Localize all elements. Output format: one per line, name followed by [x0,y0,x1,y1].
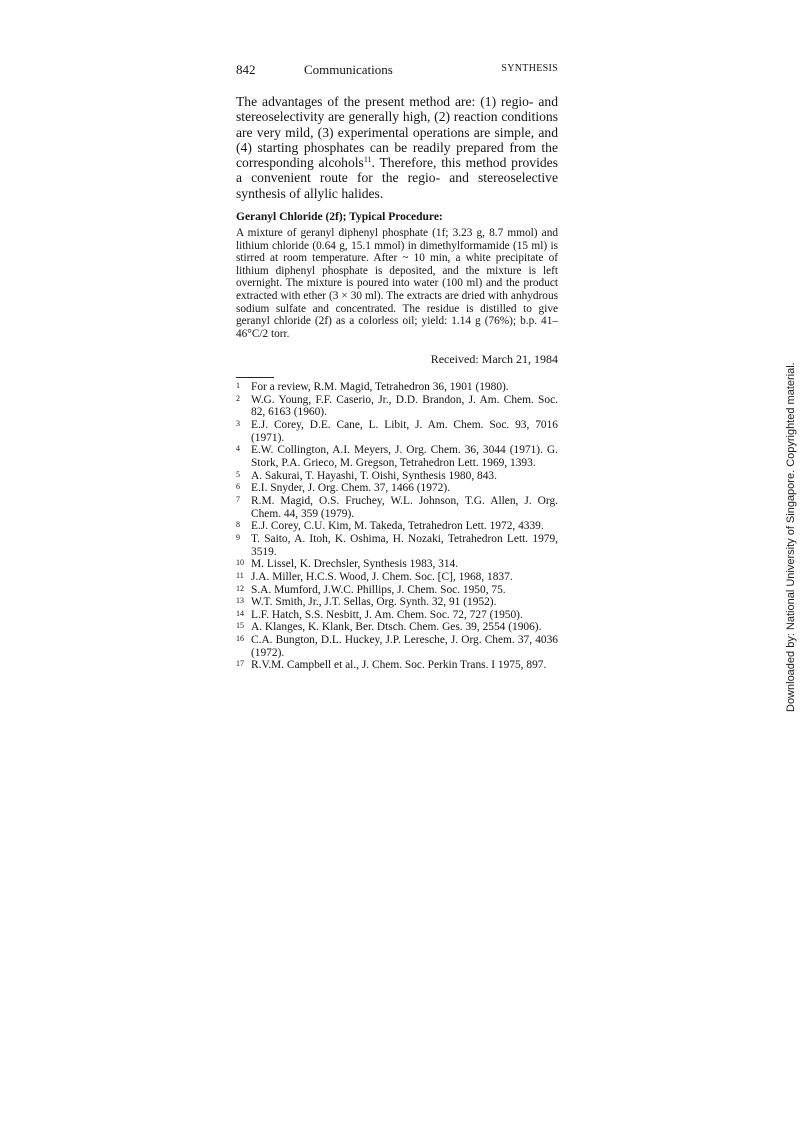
reference-number: 13 [236,596,244,606]
journal-name: SYNTHESIS [501,63,558,74]
reference-number: 4 [236,444,240,454]
reference-text: For a review, R.M. Magid, Tetrahedron 36, 1901 (1980). [251,381,509,393]
reference-item [236,444,558,469]
intro-text: The advantages of the present method are: (1) regio- and stereoselectivity are generally high, (2) reaction conditions are very mild, (3) experimental operations are simple, and (4) starting phosphates can be readily prepared from the corresponding alcohols [236,94,558,171]
procedure-heading: Geranyl Chloride (2f); Typical Procedure: [236,211,443,223]
reference-item [236,533,558,558]
reference-text: C.A. Bungton, D.L. Huckey, J.P. Leresche, J. Org. Chem. 37, 4036 (1972). [251,634,558,659]
reference-number: 1 [236,381,240,390]
reference-item [236,558,558,571]
page-number: 842 [236,62,256,77]
reference-number: 8 [236,520,240,530]
reference-text: R.M. Magid, O.S. Fruchey, W.L. Johnson, T.G. Allen, J. Org. Chem. 44, 359 (1979). [251,494,558,520]
reference-number: 10 [236,558,244,568]
reference-number: 3 [236,418,240,428]
reference-number: 15 [236,621,244,631]
reference-text: E.I. Snyder, J. Org. Chem. 37, 1466 (1972). [251,482,450,495]
reference-item [236,609,558,622]
intro-paragraph [236,94,558,201]
reference-text: E.J. Corey, D.E. Cane, L. Libit, J. Am. Chem. Soc. 93, 7016 (1971). [251,418,558,444]
reference-number: 6 [236,482,240,492]
reference-text: L.F. Hatch, S.S. Nesbitt, J. Am. Chem. Soc. 72, 727 (1950). [251,608,523,621]
reference-item [236,621,558,634]
reference-item [236,495,558,520]
reference-number: 16 [236,634,244,644]
reference-item [236,482,558,495]
reference-number: 14 [236,608,244,618]
reference-text: W.T. Smith, Jr., J.T. Sellas, Org. Synth. 32, 91 (1952). [251,596,497,609]
reference-item [236,419,558,444]
reference-number: 11 [236,570,244,580]
reference-text: E.W. Collington, A.I. Meyers, J. Org. Chem. 36, 3044 (1971). G. Stork, P.A. Grieco, M. Gregson, Tetrahedron Lett. 1969, 1393. [251,444,558,469]
reference-item [236,381,558,394]
reference-item [236,520,558,533]
reference-text: T. Saito, A. Itoh, K. Oshima, H. Nozaki, Tetrahedron Lett. 1979, 3519. [251,532,558,558]
reference-item [236,659,558,672]
reference-item [236,584,558,597]
reference-item [236,470,558,483]
reference-item [236,634,558,659]
reference-text: A. Sakurai, T. Hayashi, T. Oishi, Synthesis 1980, 843. [251,469,497,482]
intro-text-end: . Therefore, this method provides a convenient route for the regio- and stereoselective synthesis of allylic halides. [236,155,558,201]
download-watermark [780,362,800,720]
reference-text: R.V.M. Campbell et al., J. Chem. Soc. Perkin Trans. I 1975, 897. [251,659,547,672]
reference-text: M. Lissel, K. Drechsler, Synthesis 1983, 314. [251,558,459,571]
reference-number: 12 [236,583,244,593]
reference-text: W.G. Young, F.F. Caserio, Jr., D.D. Brandon, J. Am. Chem. Soc. 82, 6163 (1960). [251,393,558,419]
reference-text: J.A. Miller, H.C.S. Wood, J. Chem. Soc. [C], 1968, 1837. [251,570,513,583]
reference-list [236,381,558,672]
reference-number: 9 [236,532,240,542]
reference-number: 2 [236,393,240,403]
reference-text: E.J. Corey, C.U. Kim, M. Takeda, Tetrahedron Lett. 1972, 4339. [251,520,544,533]
procedure-text: A mixture of geranyl diphenyl phosphate (1f; 3.23 g, 8.7 mmol) and lithium chloride (0.64 g, 15.1 mmol) in dimethylformamide (15 ml) is stirred at room temperature. After ~ 10 min, a white precipitate of lithium diphenyl phosphate is deposited, and the mixture is left overnight. The mixture is poured into water (100 ml) and the product extracted with ether (3 × 30 ml). The extracts are dried with anhydrous sodium sulfate and concentrated. The residue is distilled to give geranyl chloride (2f) as a colorless oil; yield: 1.14 g (76%); b.p. 41–46°C/2 torr. [236,227,558,340]
watermark-text: Downloaded by: National University of Singapore. Copyrighted material. [785,362,797,712]
page-header [236,62,558,78]
reference-number: 5 [236,469,240,479]
reference-item [236,571,558,584]
footnote-rule [236,377,274,378]
reference-number: 7 [236,494,240,504]
section-title: Communications [304,62,393,77]
reference-text: A. Klanges, K. Klank, Ber. Dtsch. Chem. Ges. 39, 2554 (1906). [251,621,542,634]
received-date: Received: March 21, 1984 [430,352,558,366]
citation-superscript: 11 [363,155,372,165]
reference-number: 17 [236,659,244,669]
reference-text: S.A. Mumford, J.W.C. Phillips, J. Chem. Soc. 1950, 75. [251,583,506,596]
reference-item [236,394,558,419]
reference-item [236,596,558,609]
